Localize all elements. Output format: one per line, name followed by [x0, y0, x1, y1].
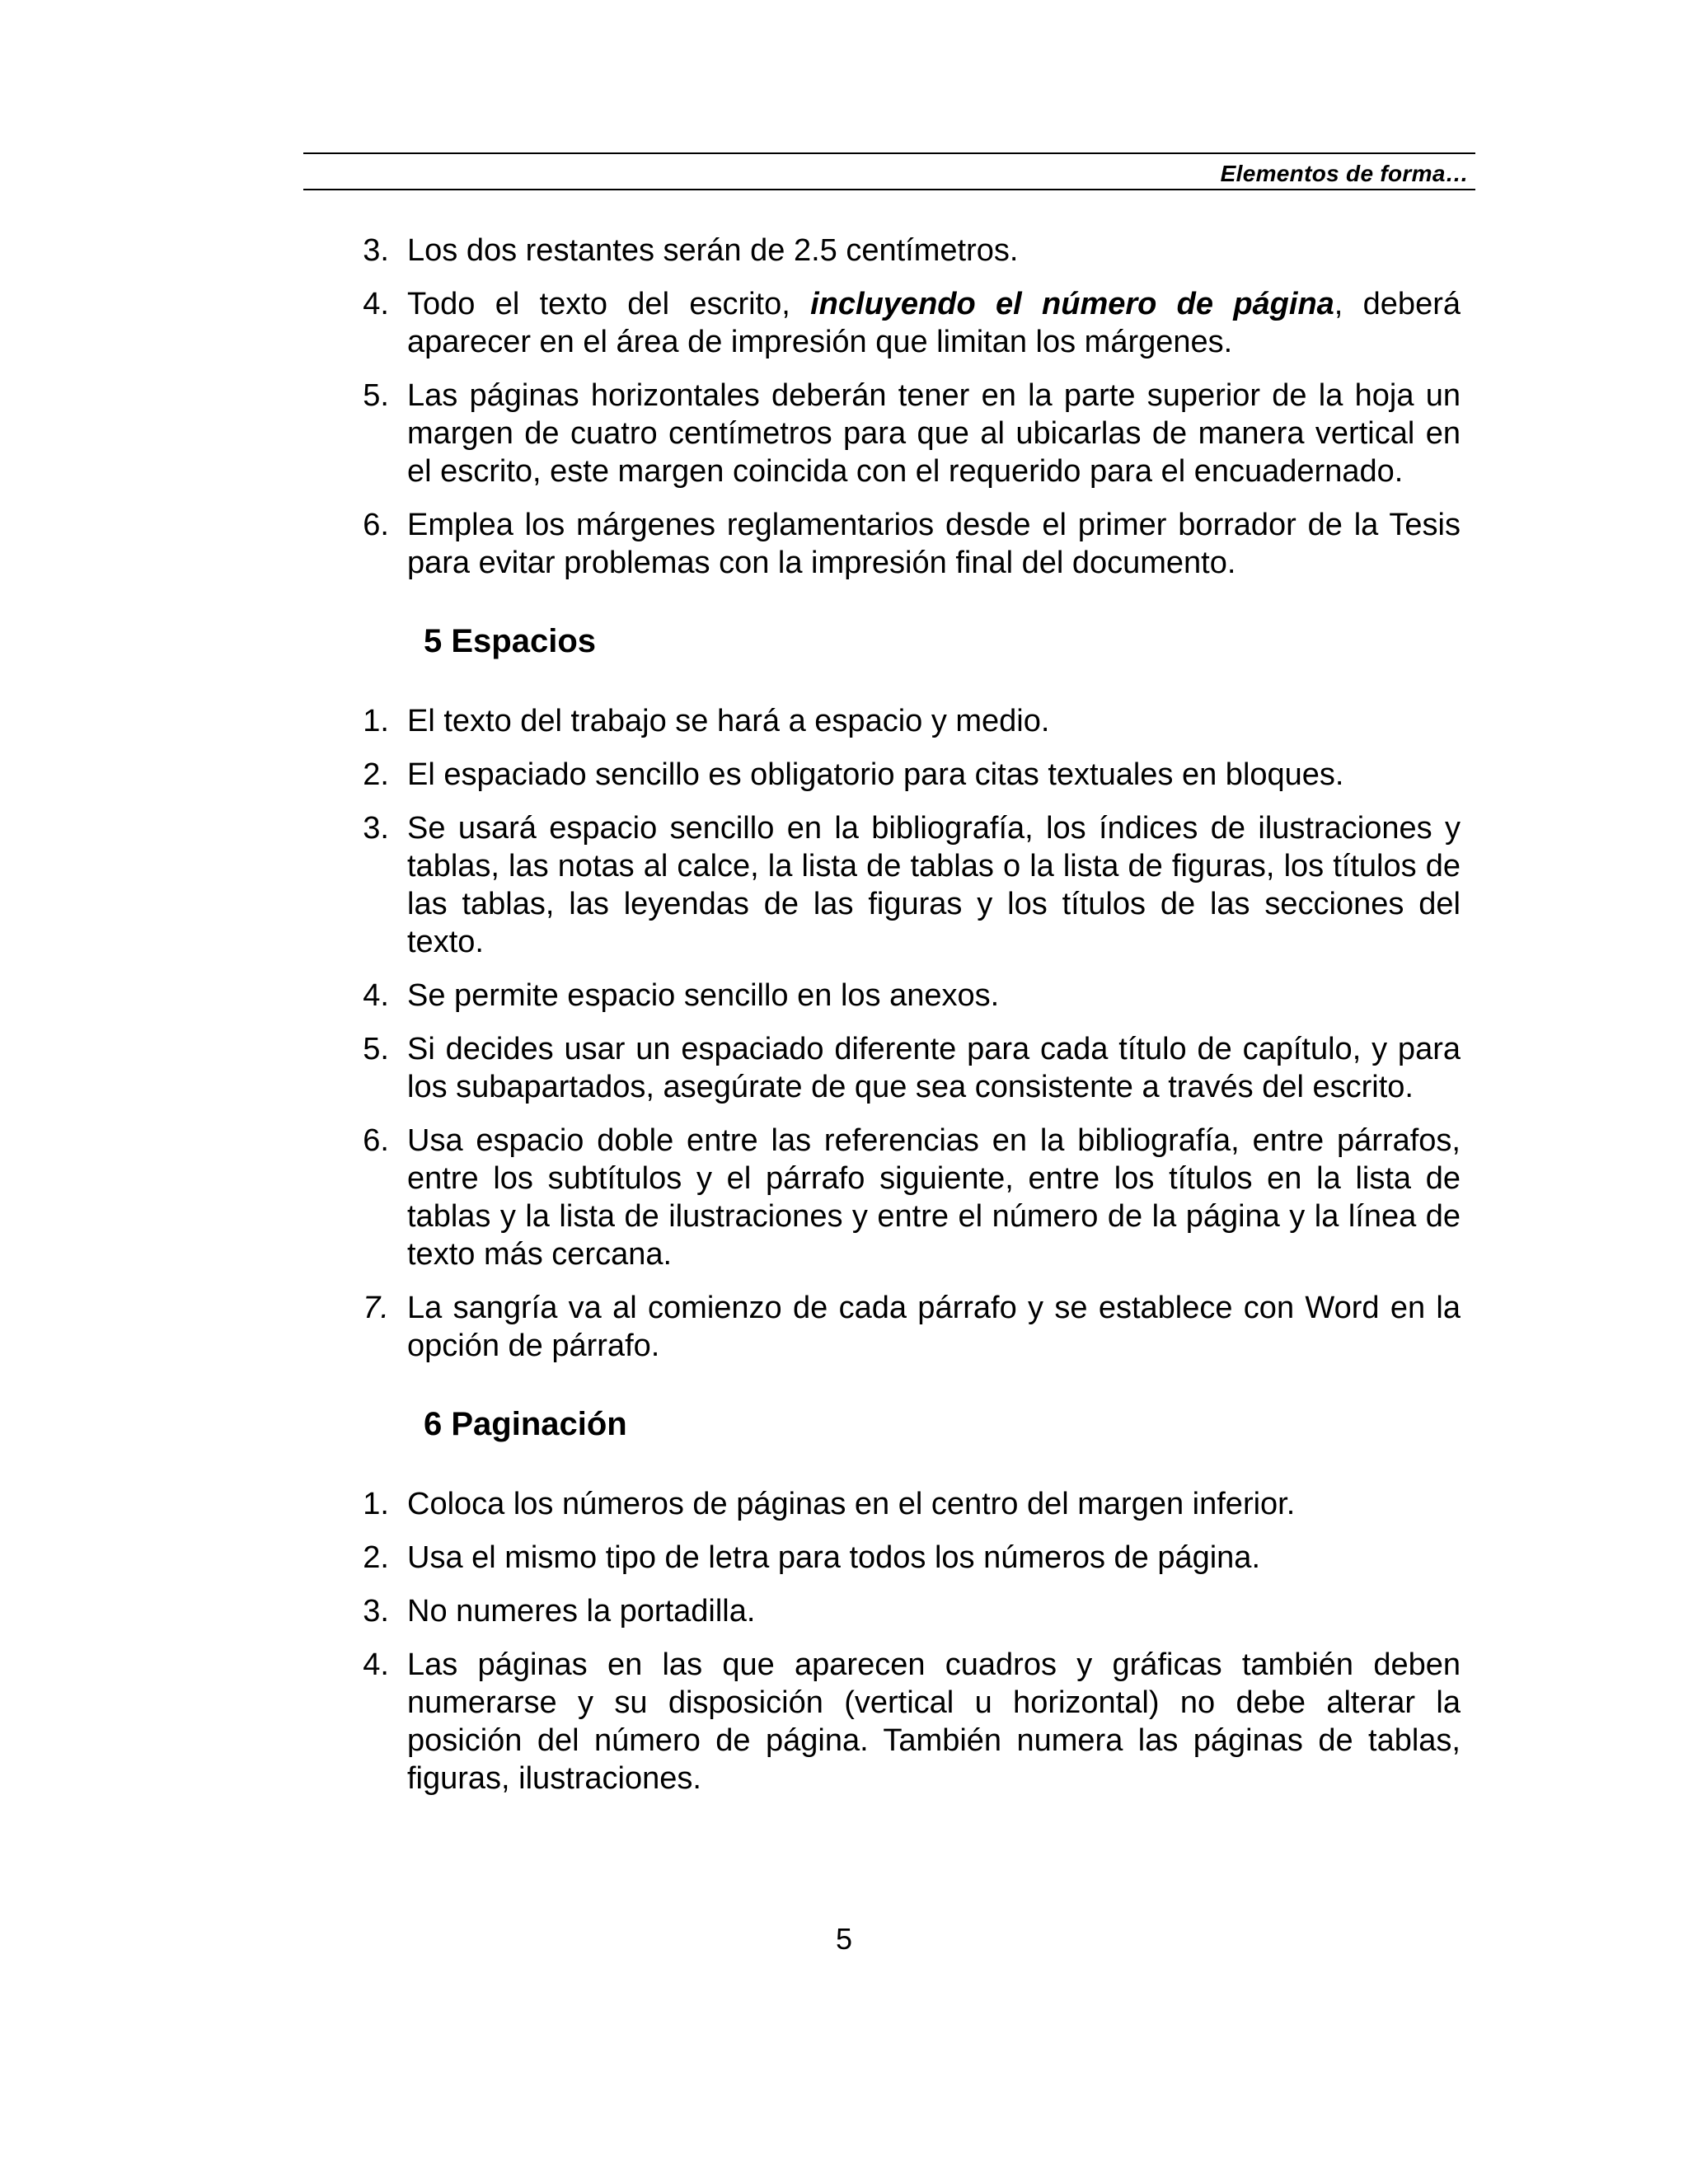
list-item-text: , deberá aparecer en el área de impresión que limitan los márgenes. — [407, 287, 1461, 359]
list-item — [356, 506, 1461, 582]
page-number: 5 — [835, 1922, 853, 1956]
list-item-number: 4. — [363, 1647, 389, 1682]
list-item-text: Los dos restantes serán de 2.5 centímetros. — [407, 233, 1019, 268]
running-header — [303, 152, 1475, 190]
pagination-rules-list — [356, 1485, 1461, 1797]
list-item — [356, 1646, 1461, 1797]
list-item-number: 4. — [363, 287, 389, 321]
list-item-text: Las páginas en las que aparecen cuadros y gráficas también deben numerarse y su disposición (vertical u horizontal) no debe alterar la posición del número de página. También numera las páginas de tablas, figuras, ilustraciones. — [407, 1647, 1461, 1796]
emphasized-text: incluyendo el número de página — [810, 287, 1334, 321]
list-item-text: No numeres la portadilla. — [407, 1594, 756, 1629]
document-page — [303, 152, 1475, 1796]
list-item — [356, 377, 1461, 490]
list-item-number: 3. — [363, 811, 389, 846]
list-item-number: 7. — [363, 1291, 389, 1325]
list-item-text: Se usará espacio sencillo en la bibliografía, los índices de ilustraciones y tablas, las notas al calce, la lista de tablas o la lista de figuras, los títulos de las tablas, las leyendas de las figuras y los títulos de las secciones del texto. — [407, 811, 1461, 959]
list-item-number: 6. — [363, 1123, 389, 1158]
list-item-text: La sangría va al comienzo de cada párrafo y se establece con Word en la opción de párrafo. — [407, 1291, 1461, 1363]
list-item-number: 5. — [363, 1032, 389, 1066]
list-item — [356, 1122, 1461, 1273]
list-item — [356, 1485, 1461, 1523]
list-item-text: Las páginas horizontales deberán tener en la parte superior de la hoja un margen de cuatro centímetros para que al ubicarlas de manera vertical en el escrito, este margen coincida con el requerido para el encuadernado. — [407, 378, 1461, 489]
list-item-number: 3. — [363, 233, 389, 268]
section-heading-paginacion: 6 Paginación — [424, 1406, 627, 1442]
list-item — [356, 285, 1461, 361]
list-item-text: Se permite espacio sencillo en los anexos. — [407, 978, 1000, 1013]
list-item-number: 5. — [363, 378, 389, 413]
list-item-number: 2. — [363, 1540, 389, 1575]
list-item — [356, 1592, 1461, 1630]
document-body — [356, 232, 1461, 1813]
section-heading-espacios: 5 Espacios — [424, 623, 597, 659]
list-item — [356, 1289, 1461, 1365]
list-item — [356, 809, 1461, 961]
list-item-number: 3. — [363, 1594, 389, 1629]
list-item-text: El espaciado sencillo es obligatorio para citas textuales en bloques. — [407, 757, 1344, 792]
list-item-text: Emplea los márgenes reglamentarios desde el primer borrador de la Tesis para evitar problemas con la impresión final del documento. — [407, 508, 1461, 580]
list-item-number: 1. — [363, 704, 389, 738]
list-item-number: 4. — [363, 978, 389, 1013]
list-item — [356, 977, 1461, 1015]
list-item-text: Usa el mismo tipo de letra para todos los números de página. — [407, 1540, 1260, 1575]
list-item — [356, 756, 1461, 794]
list-item — [356, 702, 1461, 740]
list-item — [356, 1030, 1461, 1106]
list-item-number: 6. — [363, 508, 389, 542]
list-item-text: Todo el texto del escrito, — [407, 287, 811, 321]
list-item — [356, 232, 1461, 269]
list-item-text: El texto del trabajo se hará a espacio y medio. — [407, 704, 1050, 738]
list-item-number: 2. — [363, 757, 389, 792]
running-header-title: Elementos de forma… — [1220, 161, 1469, 186]
margin-rules-list — [356, 232, 1461, 582]
list-item-number: 1. — [363, 1487, 389, 1521]
spacing-rules-list — [356, 702, 1461, 1365]
list-item-text: Coloca los números de páginas en el centro del margen inferior. — [407, 1487, 1296, 1521]
list-item — [356, 1539, 1461, 1577]
list-item-text: Usa espacio doble entre las referencias en la bibliografía, entre párrafos, entre los subtítulos y el párrafo siguiente, entre los títulos en la lista de tablas y la lista de ilustraciones y entre el número de la página y la línea de texto más cercana. — [407, 1123, 1461, 1272]
list-item-text: Si decides usar un espaciado diferente para cada título de capítulo, y para los subapartados, asegúrate de que sea consistente a través del escrito. — [407, 1032, 1461, 1104]
